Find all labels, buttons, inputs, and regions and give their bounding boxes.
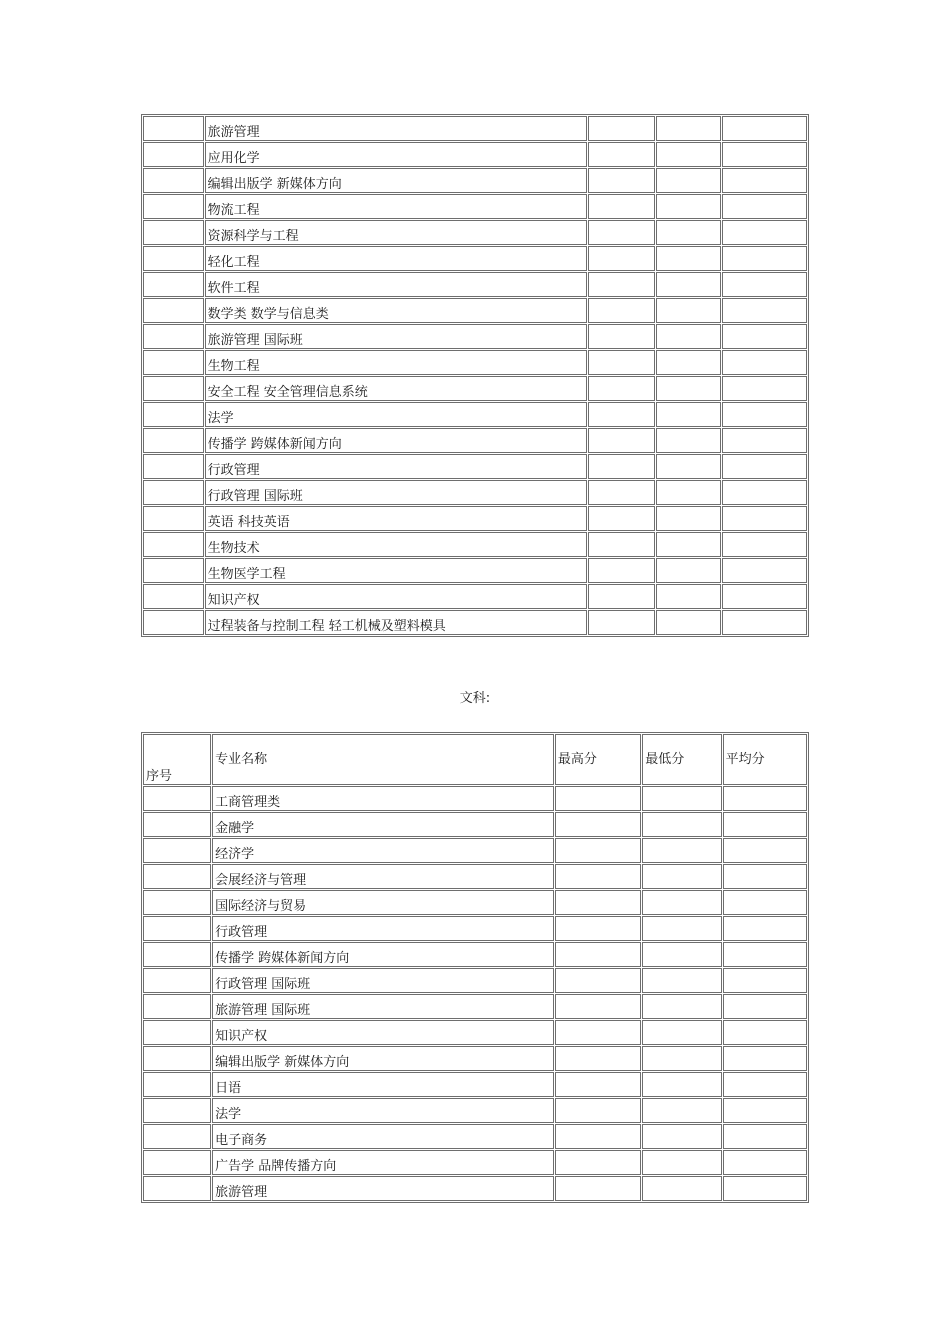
table-row <box>143 584 807 609</box>
cell-max-score <box>588 220 656 245</box>
cell-max-score <box>588 246 656 271</box>
cell-max-score <box>555 1046 641 1071</box>
cell-major-name: 软件工程 <box>205 272 587 297</box>
header-avg-score: 平均分 <box>723 734 807 785</box>
cell-index <box>143 480 204 505</box>
cell-max-score <box>555 942 641 967</box>
cell-index <box>143 584 204 609</box>
cell-max-score <box>555 1098 641 1123</box>
cell-index <box>143 142 204 167</box>
section-title-liberal-arts: 文科: <box>459 691 491 706</box>
cell-min-score <box>656 246 721 271</box>
cell-major-name: 数学类 数学与信息类 <box>205 298 587 323</box>
cell-avg-score <box>723 1176 807 1201</box>
cell-major-name: 法学 <box>212 1098 554 1123</box>
cell-index <box>143 194 204 219</box>
cell-min-score <box>642 1098 721 1123</box>
liberal-arts-scores-table-body <box>143 734 807 1201</box>
cell-max-score <box>588 584 656 609</box>
table-row <box>143 1150 807 1175</box>
table-row <box>143 890 807 915</box>
cell-avg-score <box>723 968 807 993</box>
cell-index <box>143 1072 211 1097</box>
table-row <box>143 376 807 401</box>
cell-index <box>143 454 204 479</box>
cell-major-name: 国际经济与贸易 <box>212 890 554 915</box>
table-row <box>143 246 807 271</box>
cell-max-score <box>555 890 641 915</box>
cell-max-score <box>555 968 641 993</box>
cell-index <box>143 968 211 993</box>
cell-max-score <box>588 532 656 557</box>
cell-index <box>143 428 204 453</box>
table-header-row <box>143 734 807 785</box>
cell-index <box>143 1176 211 1201</box>
cell-min-score <box>656 558 721 583</box>
cell-min-score <box>656 532 721 557</box>
table-row <box>143 1176 807 1201</box>
cell-min-score <box>642 1072 721 1097</box>
table-row <box>143 1124 807 1149</box>
cell-major-name: 编辑出版学 新媒体方向 <box>212 1046 554 1071</box>
cell-avg-score <box>722 168 807 193</box>
cell-avg-score <box>722 246 807 271</box>
cell-index <box>143 1150 211 1175</box>
cell-min-score <box>656 454 721 479</box>
cell-avg-score <box>722 506 807 531</box>
cell-avg-score <box>722 376 807 401</box>
cell-index <box>143 864 211 889</box>
cell-avg-score <box>723 942 807 967</box>
cell-index <box>143 168 204 193</box>
cell-max-score <box>555 812 641 837</box>
cell-avg-score <box>723 812 807 837</box>
cell-min-score <box>642 994 721 1019</box>
table-row <box>143 428 807 453</box>
cell-avg-score <box>722 298 807 323</box>
table-row <box>143 480 807 505</box>
cell-major-name: 日语 <box>212 1072 554 1097</box>
cell-max-score <box>588 558 656 583</box>
cell-major-name: 广告学 品牌传播方向 <box>212 1150 554 1175</box>
cell-major-name: 生物技术 <box>205 532 587 557</box>
cell-max-score <box>588 454 656 479</box>
table-row <box>143 532 807 557</box>
cell-major-name: 经济学 <box>212 838 554 863</box>
table-row <box>143 838 807 863</box>
cell-index <box>143 350 204 375</box>
cell-avg-score <box>723 994 807 1019</box>
cell-min-score <box>642 890 721 915</box>
cell-min-score <box>656 610 721 635</box>
cell-avg-score <box>723 1072 807 1097</box>
cell-min-score <box>656 584 721 609</box>
table-row <box>143 454 807 479</box>
cell-min-score <box>656 220 721 245</box>
cell-major-name: 编辑出版学 新媒体方向 <box>205 168 587 193</box>
cell-major-name: 英语 科技英语 <box>205 506 587 531</box>
cell-min-score <box>656 168 721 193</box>
cell-major-name: 电子商务 <box>212 1124 554 1149</box>
cell-min-score <box>656 376 721 401</box>
table-row <box>143 116 807 141</box>
cell-major-name: 生物医学工程 <box>205 558 587 583</box>
cell-avg-score <box>722 558 807 583</box>
cell-index <box>143 890 211 915</box>
cell-avg-score <box>722 480 807 505</box>
cell-max-score <box>555 1124 641 1149</box>
cell-max-score <box>588 428 656 453</box>
cell-index <box>143 786 211 811</box>
cell-avg-score <box>722 324 807 349</box>
cell-major-name: 物流工程 <box>205 194 587 219</box>
cell-max-score <box>588 116 656 141</box>
table-row <box>143 1072 807 1097</box>
cell-index <box>143 558 204 583</box>
table-row <box>143 1020 807 1045</box>
cell-major-name: 工商管理类 <box>212 786 554 811</box>
table-row <box>143 1046 807 1071</box>
table-row <box>143 142 807 167</box>
cell-min-score <box>656 506 721 531</box>
cell-major-name: 旅游管理 国际班 <box>212 994 554 1019</box>
cell-major-name: 行政管理 国际班 <box>212 968 554 993</box>
cell-avg-score <box>722 428 807 453</box>
cell-min-score <box>642 786 721 811</box>
cell-max-score <box>555 1176 641 1201</box>
cell-max-score <box>555 994 641 1019</box>
cell-min-score <box>656 272 721 297</box>
cell-major-name: 资源科学与工程 <box>205 220 587 245</box>
cell-max-score <box>588 272 656 297</box>
cell-major-name: 知识产权 <box>205 584 587 609</box>
science-scores-table <box>141 114 809 637</box>
cell-max-score <box>555 864 641 889</box>
cell-index <box>143 116 204 141</box>
cell-max-score <box>588 168 656 193</box>
cell-max-score <box>555 838 641 863</box>
header-min-score: 最低分 <box>642 734 721 785</box>
cell-avg-score <box>723 838 807 863</box>
cell-index <box>143 1020 211 1045</box>
cell-index <box>143 1124 211 1149</box>
cell-avg-score <box>723 864 807 889</box>
header-max-score: 最高分 <box>555 734 641 785</box>
cell-index <box>143 916 211 941</box>
cell-max-score <box>555 916 641 941</box>
cell-index <box>143 610 204 635</box>
cell-major-name: 传播学 跨媒体新闻方向 <box>205 428 587 453</box>
cell-index <box>143 994 211 1019</box>
table-row <box>143 298 807 323</box>
cell-max-score <box>588 350 656 375</box>
cell-avg-score <box>722 194 807 219</box>
table-row <box>143 916 807 941</box>
cell-avg-score <box>722 272 807 297</box>
cell-major-name: 行政管理 国际班 <box>205 480 587 505</box>
header-index: 序号 <box>143 734 211 785</box>
cell-index <box>143 376 204 401</box>
cell-avg-score <box>723 1098 807 1123</box>
cell-max-score <box>588 480 656 505</box>
cell-max-score <box>588 142 656 167</box>
cell-min-score <box>642 968 721 993</box>
cell-min-score <box>642 1150 721 1175</box>
cell-min-score <box>656 350 721 375</box>
cell-index <box>143 812 211 837</box>
table-row <box>143 272 807 297</box>
table-row <box>143 194 807 219</box>
table-row <box>143 402 807 427</box>
cell-avg-score <box>722 584 807 609</box>
cell-avg-score <box>723 916 807 941</box>
table-row <box>143 220 807 245</box>
cell-index <box>143 298 204 323</box>
cell-min-score <box>642 1176 721 1201</box>
cell-max-score <box>588 506 656 531</box>
cell-index <box>143 246 204 271</box>
cell-index <box>143 532 204 557</box>
cell-major-name: 行政管理 <box>205 454 587 479</box>
cell-min-score <box>656 194 721 219</box>
cell-major-name: 金融学 <box>212 812 554 837</box>
cell-avg-score <box>723 786 807 811</box>
cell-max-score <box>588 324 656 349</box>
cell-max-score <box>555 786 641 811</box>
table-row <box>143 994 807 1019</box>
table-row <box>143 786 807 811</box>
cell-min-score <box>642 1020 721 1045</box>
cell-major-name: 过程装备与控制工程 轻工机械及塑料模具 <box>205 610 587 635</box>
cell-min-score <box>656 142 721 167</box>
cell-index <box>143 1098 211 1123</box>
cell-major-name: 法学 <box>205 402 587 427</box>
table-row <box>143 942 807 967</box>
cell-index <box>143 942 211 967</box>
cell-min-score <box>656 428 721 453</box>
cell-major-name: 知识产权 <box>212 1020 554 1045</box>
cell-major-name: 行政管理 <box>212 916 554 941</box>
header-major-name: 专业名称 <box>212 734 554 785</box>
table-row <box>143 812 807 837</box>
cell-avg-score <box>723 1150 807 1175</box>
cell-min-score <box>642 864 721 889</box>
cell-max-score <box>555 1020 641 1045</box>
cell-avg-score <box>723 1020 807 1045</box>
cell-avg-score <box>723 1046 807 1071</box>
cell-avg-score <box>723 1124 807 1149</box>
cell-max-score <box>588 610 656 635</box>
cell-avg-score <box>722 116 807 141</box>
cell-index <box>143 838 211 863</box>
cell-major-name: 轻化工程 <box>205 246 587 271</box>
table-row <box>143 324 807 349</box>
cell-index <box>143 324 204 349</box>
cell-max-score <box>588 402 656 427</box>
table-row <box>143 1098 807 1123</box>
table-row <box>143 168 807 193</box>
cell-index <box>143 220 204 245</box>
cell-min-score <box>642 812 721 837</box>
cell-min-score <box>642 1124 721 1149</box>
cell-major-name: 生物工程 <box>205 350 587 375</box>
cell-index <box>143 272 204 297</box>
cell-min-score <box>642 1046 721 1071</box>
cell-avg-score <box>722 350 807 375</box>
cell-major-name: 会展经济与管理 <box>212 864 554 889</box>
cell-max-score <box>555 1072 641 1097</box>
cell-index <box>143 402 204 427</box>
cell-avg-score <box>722 220 807 245</box>
cell-major-name: 旅游管理 <box>212 1176 554 1201</box>
liberal-arts-scores-table <box>141 732 809 1203</box>
cell-index <box>143 1046 211 1071</box>
cell-max-score <box>555 1150 641 1175</box>
cell-min-score <box>656 116 721 141</box>
table-row <box>143 506 807 531</box>
cell-avg-score <box>722 142 807 167</box>
cell-avg-score <box>722 610 807 635</box>
table-row <box>143 610 807 635</box>
cell-major-name: 旅游管理 国际班 <box>205 324 587 349</box>
cell-avg-score <box>723 890 807 915</box>
cell-min-score <box>656 298 721 323</box>
cell-max-score <box>588 298 656 323</box>
cell-major-name: 旅游管理 <box>205 116 587 141</box>
cell-major-name: 安全工程 安全管理信息系统 <box>205 376 587 401</box>
cell-max-score <box>588 376 656 401</box>
cell-avg-score <box>722 402 807 427</box>
cell-major-name: 传播学 跨媒体新闻方向 <box>212 942 554 967</box>
cell-min-score <box>656 480 721 505</box>
cell-index <box>143 506 204 531</box>
cell-min-score <box>656 402 721 427</box>
table-row <box>143 350 807 375</box>
cell-avg-score <box>722 454 807 479</box>
table-row <box>143 968 807 993</box>
cell-max-score <box>588 194 656 219</box>
table-row <box>143 864 807 889</box>
cell-min-score <box>642 916 721 941</box>
cell-min-score <box>656 324 721 349</box>
cell-major-name: 应用化学 <box>205 142 587 167</box>
table-row <box>143 558 807 583</box>
cell-min-score <box>642 942 721 967</box>
science-scores-table-body <box>143 116 807 635</box>
cell-avg-score <box>722 532 807 557</box>
cell-min-score <box>642 838 721 863</box>
